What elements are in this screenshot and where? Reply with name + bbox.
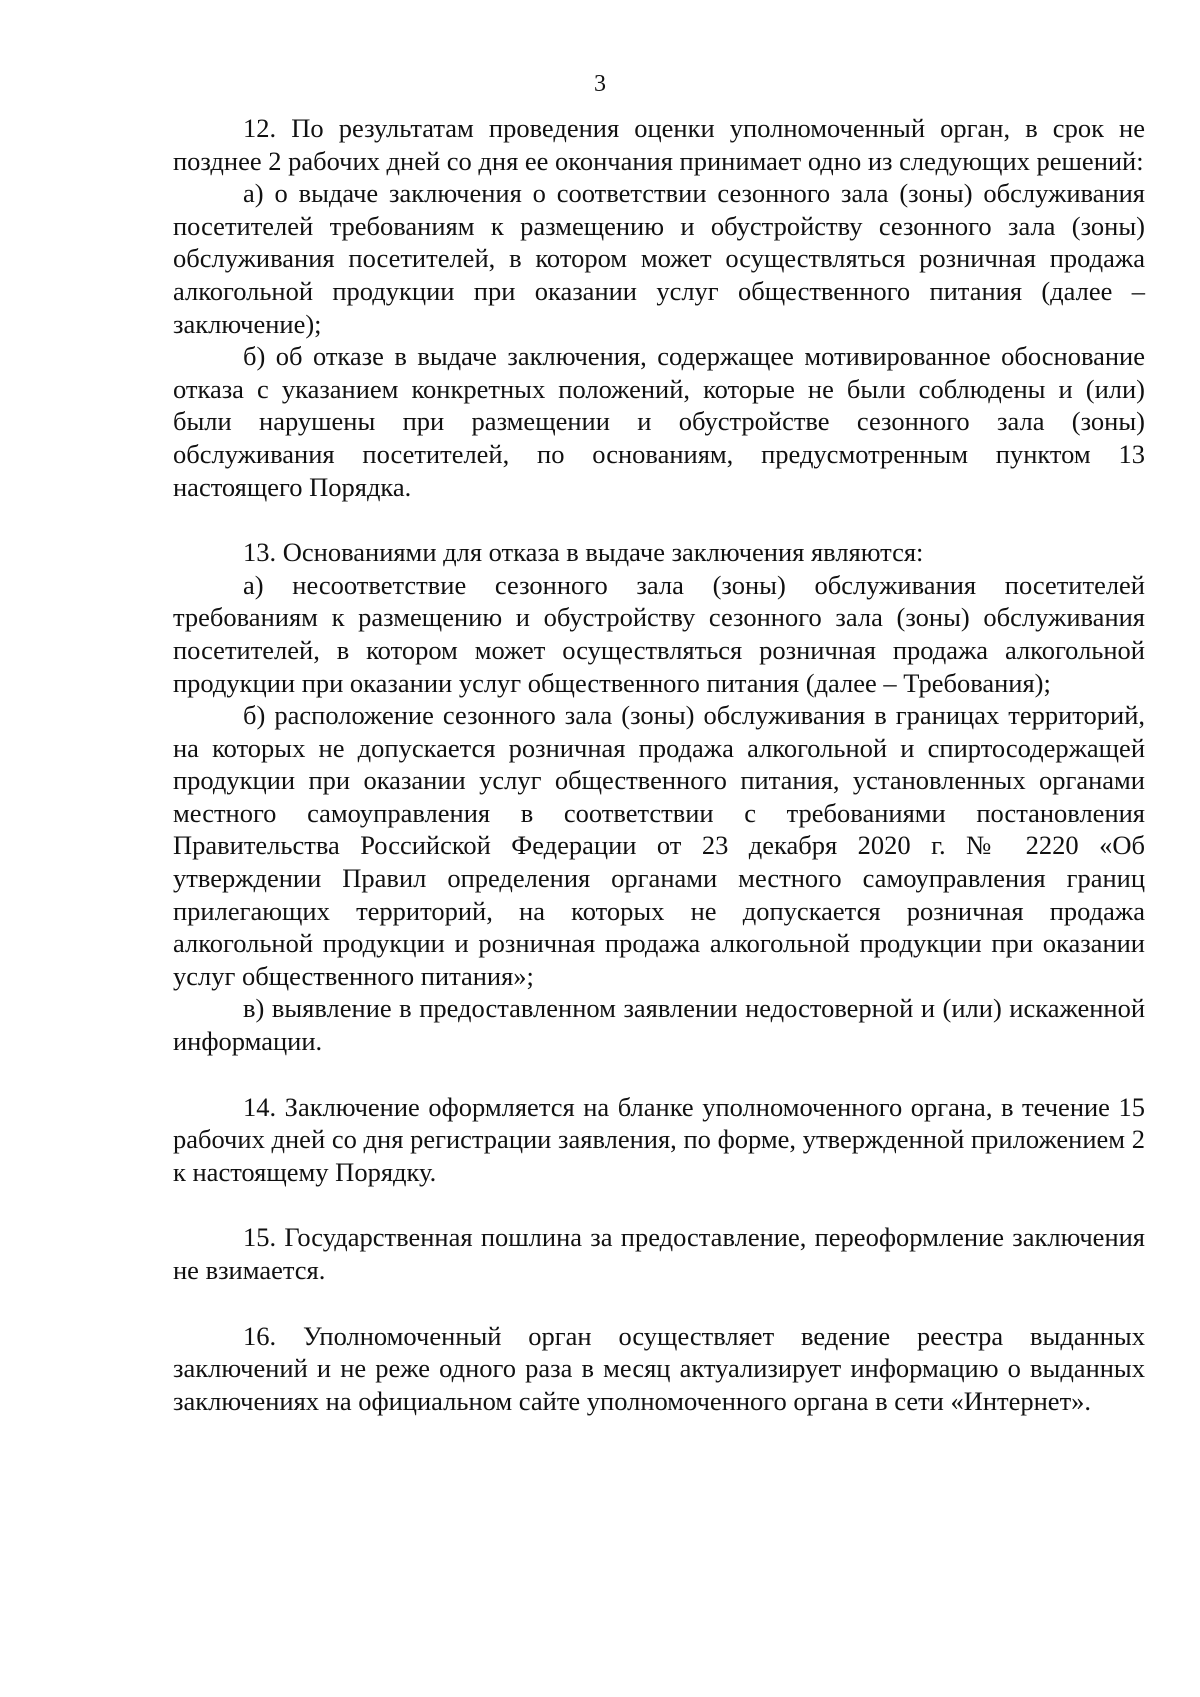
paragraph-13-a: а) несоответствие сезонного зала (зоны) обслуживания посетителей требованиям к размещению и обустройству сезонного зала (зоны) обслуживания посетителей, в котором может осуществляться розничная продажа алкогольной продукции при оказании услуг общественного питания (далее – Требования); [173,569,1145,698]
paragraph-13-c: в) выявление в предоставленном заявлении недостоверной и (или) искаженной информации. [173,993,1145,1057]
paragraph-12-a: а) о выдаче заключения о соответствии сезонного зала (зоны) обслуживания посетителей требованиям к размещению и обустройству сезонного зала (зоны) обслуживания посетителей, в котором может осуществляться розничная продажа алкогольной продукции при оказании услуг общественного питания (далее – заключение); [173,178,1145,339]
paragraph-12: 12. По результатам проведения оценки уполномоченный орган, в срок не позднее 2 рабочих дней со дня ее окончания принимает одно из следующих решений: [173,113,1145,176]
page-number: 3 [594,71,606,97]
paragraph-13: 13. Основаниями для отказа в выдаче заключения являются: [243,537,924,568]
document-body [173,112,1145,1417]
paragraph-14: 14. Заключение оформляется на бланке уполномоченного органа, в течение 15 рабочих дней со дня регистрации заявления, по форме, утвержденной приложением 2 к настоящему Порядку. [173,1091,1145,1187]
paragraph-12-b: б) об отказе в выдаче заключения, содержащее мотивированное обоснование отказа с указанием конкретных положений, которые не были соблюдены и (или) были нарушены при размещении и обустройстве сезонного зала (зоны) обслуживания посетителей, по основаниям, предусмотренным пунктом 13 настоящего Порядка. [173,341,1145,502]
paragraph-15: 15. Государственная пошлина за предоставление, переоформление заключения не взимается. [173,1222,1145,1285]
paragraph-16: 16. Уполномоченный орган осуществляет ведение реестра выданных заключений и не реже одного раза в месяц актуализирует информацию о выданных заключениях на официальном сайте уполномоченного органа в сети «Интернет». [173,1320,1145,1416]
paragraph-13-b: б) расположение сезонного зала (зоны) обслуживания в границах территорий, на которых не допускается розничная продажа алкогольной и спиртосодержащей продукции при оказании услуг общественного питания, установленных органами местного самоуправления в соответствии с требованиями постановления Правительства Российской Федерации от 23 декабря 2020 г. № 2220 «Об утверждении Правил определения органами местного самоуправления границ прилегающих территорий, на которых не допускается розничная продажа алкогольной продукции и розничная продажа алкогольной продукции при оказании услуг общественного питания»; [173,700,1145,991]
